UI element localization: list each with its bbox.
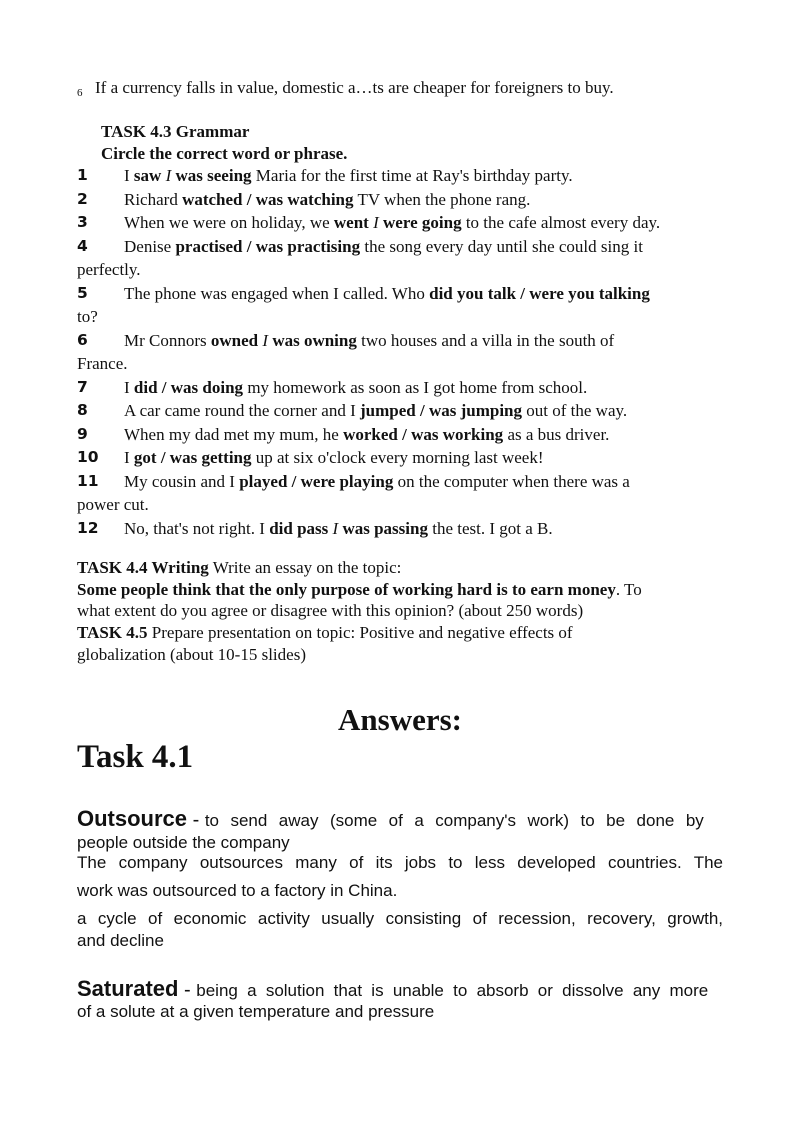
- item-text: [124, 517, 553, 540]
- essay-topic-bold: Some people think that the only purpose of working hard is to earn money: [77, 580, 616, 599]
- example-line: work was outsourced to a factory in China.: [77, 881, 398, 900]
- item-option: was passing: [338, 518, 428, 538]
- item-number: 6: [77, 87, 83, 99]
- item-plain-text: A car came round the corner and I: [124, 401, 360, 420]
- definition-line: to send away (some of a company's work) to be done by: [204, 811, 704, 830]
- item-plain-text: Denise: [124, 236, 176, 256]
- item-option: worked / was working: [343, 424, 504, 444]
- item-plain-text: Mr Connors: [124, 330, 211, 350]
- item-option: was owning: [268, 330, 357, 350]
- item-continuation: to?: [77, 307, 98, 326]
- item-plain-text: the test. I got a B.: [427, 518, 553, 538]
- item-text: [124, 470, 630, 493]
- item-text: [124, 164, 573, 187]
- item-option: went: [333, 213, 374, 232]
- item-text: [124, 423, 609, 446]
- item-number: 6: [77, 330, 88, 349]
- term-dash: -: [187, 809, 205, 831]
- item-number: 9: [77, 424, 88, 443]
- item-number: 7: [77, 377, 88, 396]
- task-instruction: Circle the correct word or phrase.: [101, 144, 348, 163]
- item-plain-text: to the cafe almost every day.: [461, 213, 661, 232]
- task-4-1-heading: Task 4.1: [77, 739, 194, 775]
- task-text: Prepare presentation on topic: Positive and negative effects of: [147, 623, 573, 642]
- item-separator: I: [262, 330, 269, 350]
- item-option: did you talk / were you talking: [429, 283, 650, 303]
- cycle-definition-line: and decline: [77, 931, 164, 950]
- item-option: owned: [210, 330, 263, 350]
- item-plain-text: I: [124, 448, 134, 467]
- item-number: 3: [77, 213, 88, 231]
- item-option: did pass: [269, 518, 333, 538]
- item-option: saw: [133, 166, 166, 185]
- item-number: 2: [77, 189, 88, 208]
- essay-topic-line: [77, 578, 642, 601]
- cycle-definition-line: a cycle of economic activity usually consisting of recession, recovery, growth,: [77, 909, 723, 928]
- item-option: got / was getting: [133, 448, 252, 467]
- item-text: [124, 329, 614, 352]
- item-plain-text: two houses and a villa in the south of: [356, 330, 615, 350]
- item-plain-text: the song every day until she could sing it: [360, 236, 643, 256]
- item-continuation: France.: [77, 354, 128, 373]
- item-number: 5: [77, 283, 88, 302]
- item-separator: I: [165, 166, 172, 185]
- item-plain-text: No, that's not right. I: [124, 518, 270, 538]
- item-plain-text: Richard: [124, 189, 183, 209]
- item-text: [124, 235, 643, 258]
- essay-topic-rest: . To: [615, 580, 642, 599]
- definition-line: people outside the company: [77, 833, 290, 852]
- item-plain-text: I: [124, 166, 134, 185]
- item-separator: I: [332, 518, 339, 538]
- item-text: [124, 446, 543, 469]
- term-outsource: Outsource: [77, 806, 188, 831]
- task-4-5-line-2: globalization (about 10-15 slides): [77, 645, 306, 664]
- task-title: TASK 4.3 Grammar: [101, 122, 250, 141]
- item-plain-text: When my dad met my mum, he: [124, 424, 344, 444]
- item-plain-text: as a bus driver.: [503, 424, 610, 444]
- item-text: [124, 188, 530, 211]
- item-option: did / was doing: [133, 377, 244, 397]
- term-dash: -: [178, 979, 197, 1001]
- item-option: was seeing: [171, 166, 252, 185]
- task-4-5-line: [77, 621, 573, 644]
- item-plain-text: my homework as soon as I got home from school.: [243, 377, 588, 397]
- item-plain-text: up at six o'clock every morning last week!: [251, 448, 544, 467]
- item-continuation: perfectly.: [77, 260, 141, 279]
- definition-line: being a solution that is unable to absorb or dissolve any more: [196, 981, 709, 1000]
- task-label: TASK 4.5: [77, 623, 148, 642]
- item-text: [124, 282, 650, 305]
- item-number: 4: [77, 236, 88, 255]
- item-plain-text: My cousin and I: [124, 471, 240, 491]
- task-label: TASK 4.4 Writing: [77, 558, 209, 577]
- item-number: 11: [77, 471, 99, 490]
- item-number: 8: [77, 401, 88, 419]
- task-text: Write an essay on the topic:: [208, 558, 402, 577]
- definition-line: of a solute at a given temperature and pressure: [77, 1002, 435, 1021]
- item-option: watched / was watching: [182, 189, 354, 209]
- item-separator: I: [373, 213, 379, 232]
- item-continuation: power cut.: [77, 495, 149, 514]
- item-plain-text: out of the way.: [522, 401, 628, 420]
- item-plain-text: The phone was engaged when I called. Who: [124, 283, 430, 303]
- item-number: 1: [77, 166, 88, 184]
- answers-heading: Answers:: [338, 702, 462, 737]
- term-outsource-line: [77, 806, 723, 835]
- item-number: 12: [77, 518, 99, 537]
- item-text: [124, 211, 660, 234]
- item-text: [124, 376, 587, 399]
- task-4-4-line: [77, 556, 401, 579]
- example-line: The company outsources many of its jobs to less developed countries. The: [77, 853, 723, 872]
- item-plain-text: I: [124, 377, 134, 397]
- item-option: played / were playing: [239, 471, 394, 491]
- item-option: jumped / was jumping: [360, 401, 523, 420]
- item-option: practised / was practising: [175, 236, 361, 256]
- essay-instruction: what extent do you agree or disagree with this opinion? (about 250 words): [77, 601, 584, 620]
- item-plain-text: Maria for the first time at Ray's birthday party.: [251, 166, 573, 185]
- item-plain-text: on the computer when there was a: [393, 471, 630, 491]
- item-number: 10: [77, 448, 99, 466]
- term-saturated: Saturated: [77, 976, 179, 1001]
- item-text: If a currency falls in value, domestic a…ts are cheaper for foreigners to buy.: [95, 78, 614, 97]
- item-option: were going: [378, 213, 462, 232]
- item-plain-text: When we were on holiday, we: [124, 213, 334, 232]
- item-text: [124, 399, 627, 422]
- item-plain-text: TV when the phone rang.: [353, 189, 531, 209]
